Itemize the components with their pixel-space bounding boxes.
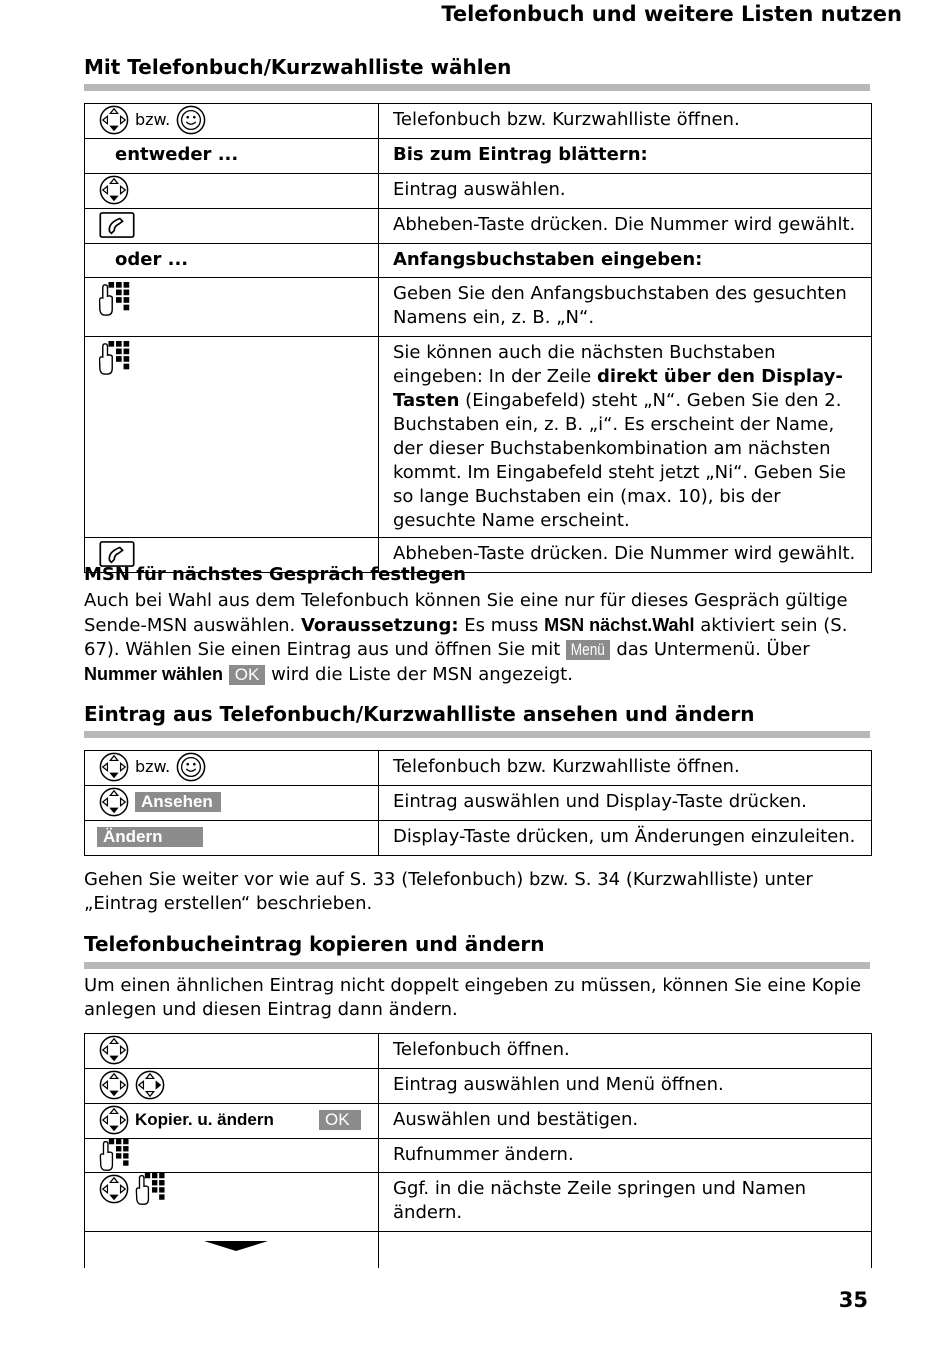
text-part: Sie können auch die nächsten Buchstaben eingeben: In der Zeile	[393, 342, 776, 387]
text-emphasis: direkt über den Display-Tasten	[393, 366, 843, 411]
ok-softkey-label: OK	[229, 665, 266, 685]
table-row	[85, 1139, 872, 1173]
handset-icon	[99, 212, 135, 238]
display-term: Kopier. u. ändern	[135, 1110, 274, 1129]
step-keys	[85, 278, 379, 337]
table-row	[85, 1034, 872, 1069]
table-row	[85, 209, 872, 244]
step-keys	[85, 1069, 379, 1104]
step-keys: entweder ...	[85, 139, 379, 174]
smiley-key-icon	[176, 752, 206, 782]
step-description: Eintrag auswählen.	[379, 174, 872, 209]
table-row	[85, 139, 872, 174]
step-description: Abheben-Taste drücken. Die Nummer wird gewählt.	[379, 209, 872, 244]
keypad-icon	[99, 281, 133, 317]
navigation-key-right-icon	[135, 1070, 165, 1100]
smiley-key-icon	[176, 105, 206, 135]
table-row	[85, 751, 872, 786]
navigation-key-icon	[99, 1174, 129, 1204]
subsection-title: MSN für nächstes Gespräch festlegen	[84, 564, 466, 585]
step-description: Eintrag auswählen und Menü öffnen.	[379, 1069, 872, 1104]
step-keys	[85, 1104, 379, 1139]
section-title: Telefonbucheintrag kopieren und ändern	[84, 932, 545, 956]
table-row	[85, 104, 872, 139]
navigation-key-icon	[99, 175, 129, 205]
text-part: wird die Liste der MSN angezeigt.	[265, 664, 573, 685]
table-row	[85, 1173, 872, 1232]
text-part: (Eingabefeld) steht „N“. Geben Sie den 2. Buchstaben ein, z. B. „i“. Es erscheint der Name, der dieser Buchstabenkombination am nächsten kommt. Im Eingabefeld steht jetzt „Ni“. Geben Sie so lange Buchstaben ein (max. 10), bis der gesuchte Name erscheint.	[393, 390, 846, 531]
ok-softkey-label: OK	[319, 1110, 361, 1130]
step-keys	[85, 821, 379, 856]
display-term: Nummer wählen	[84, 664, 224, 684]
section-rule	[84, 84, 870, 91]
step-keys	[85, 209, 379, 244]
paragraph: Gehen Sie weiter vor wie auf S. 33 (Telefonbuch) bzw. S. 34 (Kurzwahlliste) unter „Eintrag erstellen“ beschrieben.	[84, 869, 813, 914]
step-description: Ggf. in die nächste Zeile springen und Namen ändern.	[379, 1173, 872, 1232]
step-keys	[85, 1173, 379, 1232]
step-description: Anfangsbuchstaben eingeben:	[379, 244, 872, 278]
text-part: das Untermenü. Über	[616, 639, 810, 660]
table-row	[85, 244, 872, 278]
navigation-key-icon	[99, 752, 129, 782]
paragraph: Um einen ähnlichen Eintrag nicht doppelt eingeben zu müssen, können Sie eine Kopie anlegen und diesen Eintrag dann ändern.	[84, 975, 862, 1020]
text-bzw: bzw.	[135, 110, 171, 129]
step-keys: oder ...	[85, 244, 379, 278]
navigation-key-icon	[99, 787, 129, 817]
text-part: Es muss	[458, 615, 545, 636]
step-keys	[85, 1139, 379, 1173]
section-rule	[84, 962, 870, 969]
step-keys	[85, 1034, 379, 1069]
page-number: 35	[838, 1288, 868, 1312]
step-description: Bis zum Eintrag blättern:	[379, 139, 872, 174]
steps-table	[84, 1033, 872, 1268]
page-header: Telefonbuch und weitere Listen nutzen	[441, 2, 902, 26]
step-description: Eintrag auswählen und Display-Taste drücken.	[379, 786, 872, 821]
step-description: Display-Taste drücken, um Änderungen einzuleiten.	[379, 821, 872, 856]
navigation-key-icon	[99, 105, 129, 135]
step-description	[379, 1232, 872, 1268]
table-row	[85, 786, 872, 821]
display-term: MSN nächst.Wahl	[544, 615, 695, 635]
step-description: Geben Sie den Anfangsbuchstaben des gesuchten Namens ein, z. B. „N“.	[379, 278, 872, 337]
step-description	[379, 337, 872, 538]
steps-table	[84, 750, 872, 856]
step-keys	[85, 751, 379, 786]
ansehen-softkey-label: Ansehen	[135, 792, 221, 812]
table-row	[85, 821, 872, 856]
msn-paragraph	[84, 589, 874, 687]
table-row	[85, 174, 872, 209]
step-keys	[85, 104, 379, 139]
table-row	[85, 1069, 872, 1104]
table-row	[85, 278, 872, 337]
step-description: Telefonbuch bzw. Kurzwahlliste öffnen.	[379, 751, 872, 786]
table-row	[85, 1232, 872, 1268]
text-part: Auch bei Wahl aus dem Telefonbuch können Sie eine nur für dieses Gespräch gültige Sende-MSN auswählen.	[84, 590, 848, 636]
section-title: Mit Telefonbuch/Kurzwahlliste wählen	[84, 55, 512, 79]
text-emphasis: Voraussetzung:	[300, 615, 459, 636]
step-description: Auswählen und bestätigen.	[379, 1104, 872, 1139]
menu-softkey-label: Menü	[566, 640, 610, 660]
keypad-icon	[135, 1172, 169, 1206]
step-description: Telefonbuch öffnen.	[379, 1034, 872, 1069]
navigation-key-icon	[99, 1105, 129, 1135]
section-rule	[84, 731, 870, 738]
table-row	[85, 1104, 872, 1139]
keypad-icon	[99, 1138, 133, 1172]
aendern-softkey-label: Ändern	[97, 827, 203, 847]
step-keys	[85, 174, 379, 209]
step-description: Telefonbuch bzw. Kurzwahlliste öffnen.	[379, 104, 872, 139]
step-description: Rufnummer ändern.	[379, 1139, 872, 1173]
continue-arrow-icon	[204, 1241, 268, 1251]
steps-table	[84, 103, 872, 573]
text-part: aktiviert sein (S. 67). Wählen Sie einen Eintrag aus und öffnen Sie mit	[84, 615, 848, 660]
step-keys	[85, 786, 379, 821]
section-title: Eintrag aus Telefonbuch/Kurzwahlliste ansehen und ändern	[84, 702, 755, 726]
navigation-key-icon	[99, 1035, 129, 1065]
navigation-key-icon	[99, 1070, 129, 1100]
keypad-icon	[99, 340, 133, 376]
table-row	[85, 337, 872, 538]
step-description: Abheben-Taste drücken. Die Nummer wird gewählt.	[379, 538, 872, 573]
step-keys	[85, 337, 379, 538]
text-bzw: bzw.	[135, 757, 171, 776]
